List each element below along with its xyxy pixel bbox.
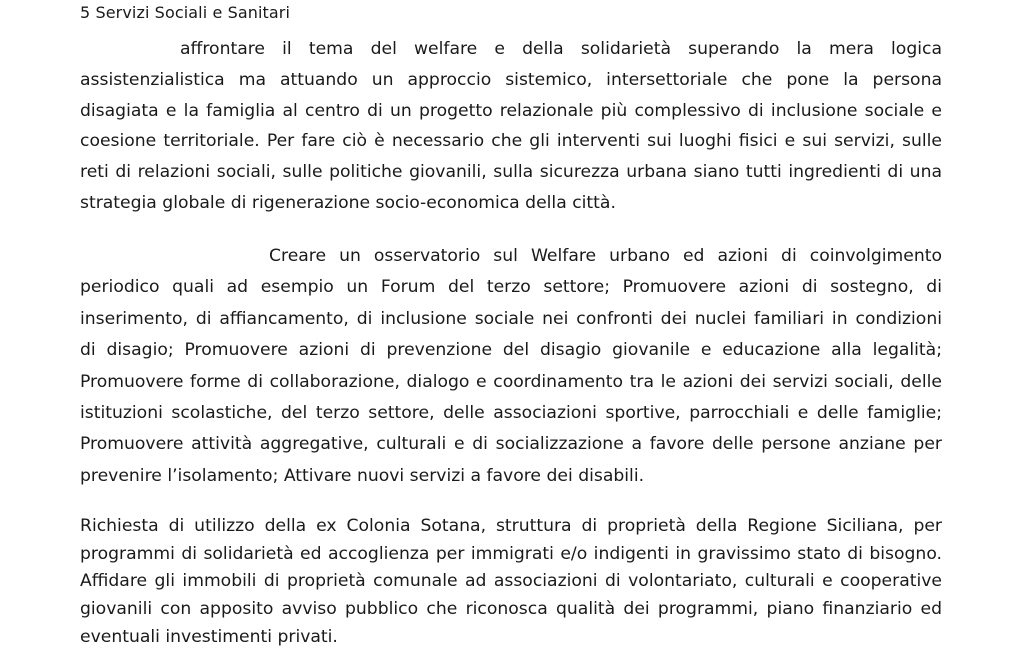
text-line: Promuovere forme di collaborazione, dialogo e coordinamento tra le azioni dei servizi sociali, delle [80, 371, 942, 392]
text-line: disagiata e la famiglia al centro di un progetto relazionale più complessivo di inclusione sociale e [80, 100, 942, 121]
paragraph-colonia-sotana [80, 513, 942, 652]
text-line: strategia globale di rigenerazione socio-economica della città. [80, 192, 616, 213]
text-line: prevenire l’isolamento; Attivare nuovi servizi a favore dei disabili. [80, 465, 645, 486]
text-line: coesione territoriale. Per fare ciò è necessario che gli interventi sui luoghi fisici e sui servizi, sulle [80, 131, 942, 152]
text-line: giovanili con apposito avviso pubblico che riconosca qualità dei programmi, piano finanziario ed [80, 599, 942, 620]
text-line: Affidare gli immobili di proprietà comunale ad associazioni di volontariato, culturali e cooperative [80, 571, 942, 592]
paragraph-welfare-approach [80, 34, 942, 219]
text-line: Promuovere attività aggregative, culturali e di socializzazione a favore delle persone anziane per [80, 434, 942, 455]
paragraph-welfare-actions [80, 241, 942, 492]
text-line: programmi di solidarietà ed accoglienza per immigrati e/o indigenti in gravissimo stato di bisogno. [80, 543, 942, 564]
text-line: assistenzialistica ma attuando un approccio sistemico, intersettoriale che pone la persona [80, 69, 942, 90]
text-line: Creare un osservatorio sul Welfare urbano ed azioni di coinvolgimento [269, 246, 942, 266]
text-line: reti di relazioni sociali, sulle politiche giovanili, sulla sicurezza urbana siano tutti ingredienti di una [80, 162, 942, 183]
text-line: istituzioni scolastiche, del terzo settore, delle associazioni sportive, parrocchiali e delle famiglie; [80, 403, 942, 424]
text-line: di disagio; Promuovere azioni di prevenzione del disagio giovanile e educazione alla legalità; [80, 340, 942, 361]
text-line: affrontare il tema del welfare e della solidarietà superando la mera logica [180, 39, 942, 59]
text-line: periodico quali ad esempio un Forum del terzo settore; Promuovere azioni di sostegno, di [80, 277, 942, 298]
text-line: inserimento, di affiancamento, di inclusione sociale nei confronti dei nuclei familiari in condizioni [80, 308, 942, 329]
text-line: eventuali investimenti privati. [80, 626, 338, 647]
section-heading: 5 Servizi Sociali e Sanitari [80, 3, 291, 22]
text-line: Richiesta di utilizzo della ex Colonia Sotana, struttura di proprietà della Regione Siciliana, per [80, 516, 942, 536]
